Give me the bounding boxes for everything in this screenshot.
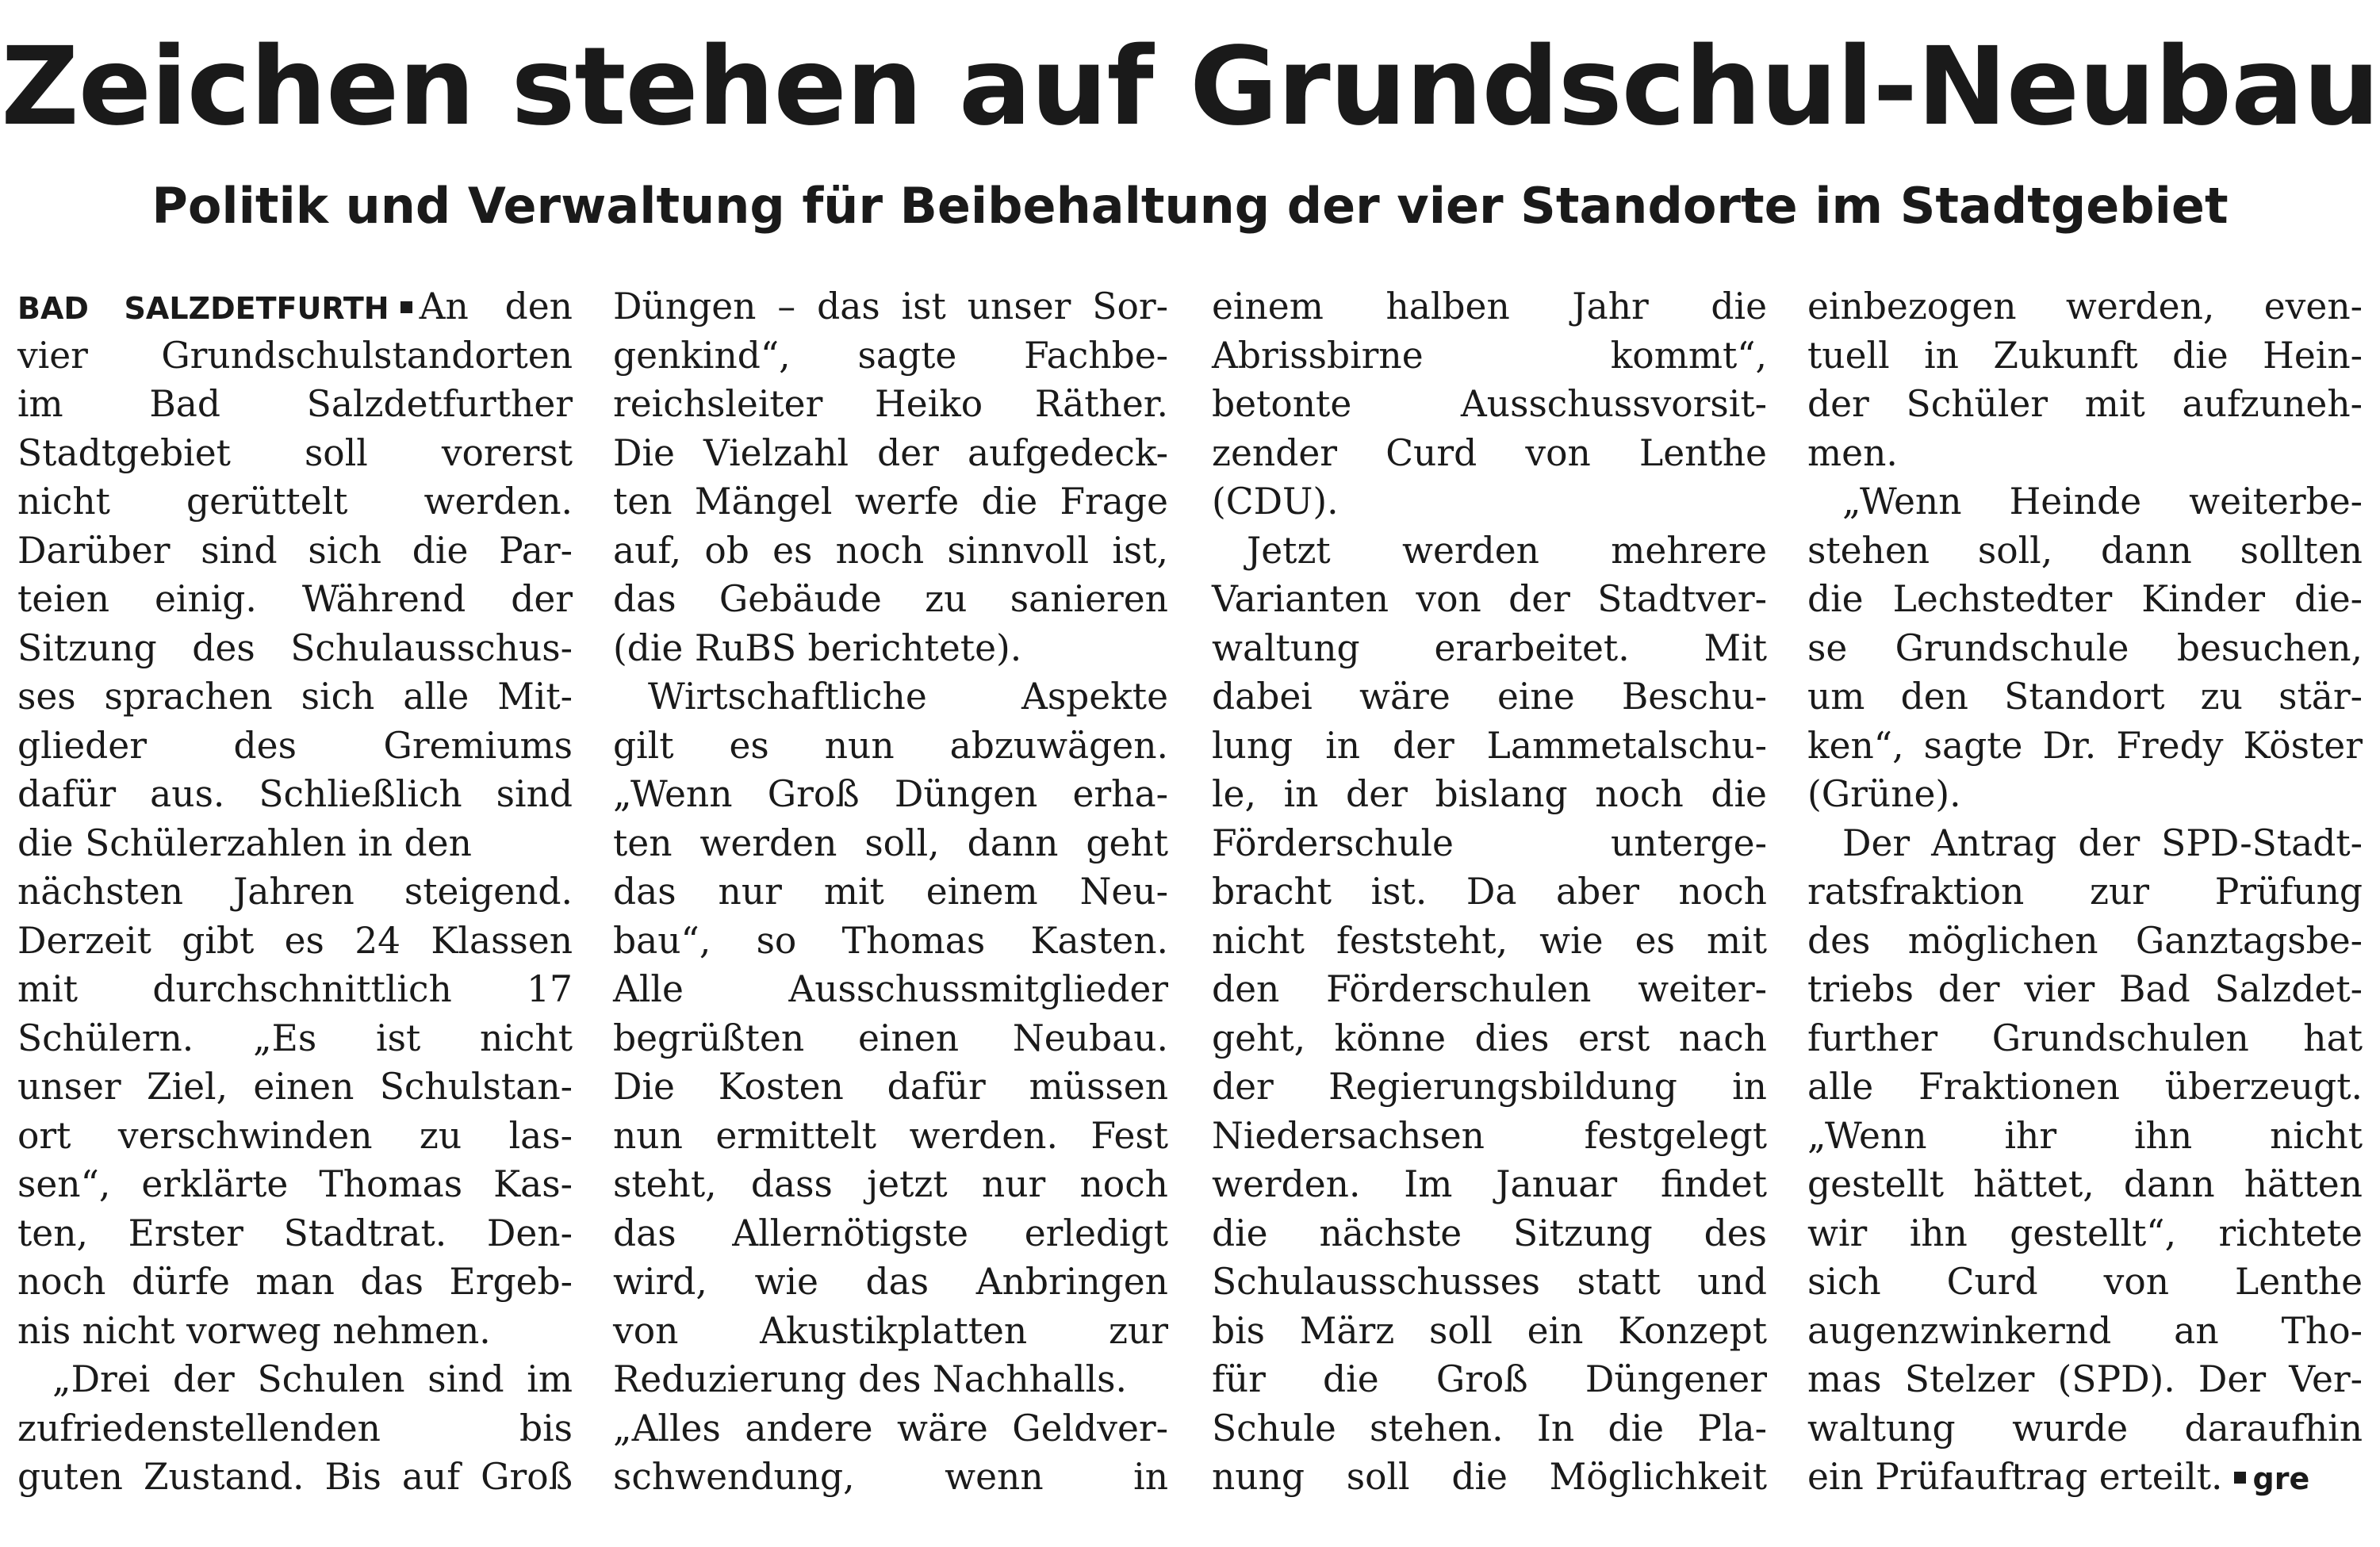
article-line: dafür aus. Schließlich sind [17,773,573,815]
article-line: schwendung, wenn in [613,1456,1168,1498]
article-line: reichsleiter Heiko Räther. [613,383,1168,425]
article-line: men. [1807,431,1898,474]
article-column-1 [17,282,573,1502]
article-line: waltung wurde daraufhin [1807,1407,2363,1449]
article-line: genkind“, sagte Fachbe- [613,334,1168,377]
article-line: das Allernötigste erledigt [613,1212,1168,1254]
article-line: augenzwinkernd an Tho- [1807,1309,2363,1352]
article-line: um den Standort zu stär- [1807,676,2363,718]
article-line: „Wenn Groß Düngen erha- [613,773,1168,815]
article-line: steht, dass jetzt nur noch [613,1163,1168,1205]
article-line: ken“, sagte Dr. Fredy Köster [1807,724,2363,767]
article-line: „Drei der Schulen sind im [52,1358,573,1400]
article-line: Stadtgebiet soll vorerst [17,431,573,474]
article-line: gilt es nun abzuwägen. [613,724,1168,767]
square-bullet-icon [400,301,412,313]
article-line: den Förderschulen weiter- [1212,968,1767,1010]
article-line [1807,1453,2363,1502]
article-line: Förderschule unterge- [1212,821,1767,864]
article-line: einem halben Jahr die [1212,285,1767,327]
article-line: Varianten von der Stadtver- [1212,578,1767,620]
article-line: die nächste Sitzung des [1212,1212,1767,1254]
article-line: lung in der Lammetalschu- [1212,724,1767,767]
article-line: begrüßten einen Neubau. [613,1017,1168,1059]
article-column-2 [613,282,1168,1502]
article-line: teien einig. Während der [17,578,573,620]
article-line: Jetzt werden mehrere [1247,529,1767,572]
article-line: „Wenn ihr ihn nicht [1807,1114,2363,1157]
article-line: betonte Ausschussvorsit- [1212,383,1767,425]
article-line [17,282,573,331]
subheadline: Politik und Verwaltung für Beibehaltung der vier Standorte im Stadtgebiet [151,177,2229,235]
article-line: noch dürfe man das Ergeb- [17,1261,573,1303]
article-column-4 [1807,282,2363,1502]
article-line: nicht feststeht, wie es mit [1212,919,1767,962]
article-line: mas Stelzer (SPD). Der Ver- [1807,1358,2363,1400]
article-line: waltung erarbeitet. Mit [1212,626,1767,669]
article-line: für die Groß Düngener [1212,1358,1767,1400]
article-line: se Grundschule besuchen, [1807,626,2363,669]
article-line: further Grundschulen hat [1807,1017,2363,1059]
article-line: tuell in Zukunft die Hein- [1807,334,2363,377]
author-tag: gre [2252,1461,2310,1496]
article-line: (die RuBS berichtete). [613,626,1022,669]
article-line: (CDU). [1212,481,1339,523]
article-line: das nur mit einem Neu- [613,871,1168,913]
article-line: des möglichen Ganztagsbe- [1807,919,2363,962]
article-line: Abrissbirne kommt“, [1212,334,1767,377]
article-line: wird, wie das Anbringen [613,1261,1168,1303]
article-line: sich Curd von Lenthe [1807,1261,2363,1303]
article-line: Die Kosten dafür müssen [613,1066,1168,1108]
headline: Zeichen stehen auf Grundschul-Neubau [1,25,2379,150]
article-line: Schule stehen. In die Pla- [1212,1407,1767,1449]
article-line: nächsten Jahren steigend. [17,871,573,913]
article-line: le, in der bislang noch die [1212,773,1767,815]
article-line: zufriedenstellenden bis [17,1407,573,1449]
article-line: unser Ziel, einen Schulstan- [17,1066,573,1108]
article-line: nun ermittelt werden. Fest [613,1114,1168,1157]
article-line: „Wenn Heinde weiterbe- [1842,481,2363,523]
square-bullet-icon [2234,1472,2246,1484]
article-line: der Regierungsbildung in [1212,1066,1767,1108]
article-text: ein Prüfauftrag erteilt. [1807,1456,2223,1498]
article-line: die Schülerzahlen in den [17,821,472,864]
article-line: ratsfraktion zur Prüfung [1807,871,2363,913]
article-line: bau“, so Thomas Kasten. [613,919,1168,962]
article-line: Reduzierung des Nachhalls. [613,1358,1127,1400]
article-line: Sitzung des Schulausschus- [17,626,573,669]
article-line: Schulausschusses statt und [1212,1261,1767,1303]
article-line: alle Fraktionen überzeugt. [1807,1066,2363,1108]
article-line: stehen soll, dann sollten [1807,529,2363,572]
article-line: „Alles andere wäre Geldver- [613,1407,1168,1449]
article-line: im Bad Salzdetfurther [17,383,573,425]
article-line: nis nicht vorweg nehmen. [17,1309,491,1352]
article-line: Der Antrag der SPD-Stadt- [1842,821,2363,864]
article-line: guten Zustand. Bis auf Groß [17,1456,573,1498]
article-line: die Lechstedter Kinder die- [1807,578,2363,620]
article-line: wir ihn gestellt“, richtete [1807,1212,2363,1254]
article-line: vier Grundschulstandorten [17,334,573,377]
article-line: Derzeit gibt es 24 Klassen [17,919,573,962]
article-line: ses sprachen sich alle Mit- [17,676,573,718]
article-line: (Grüne). [1807,773,1961,815]
article-line: ten Mängel werfe die Frage [613,481,1168,523]
article-line: Die Vielzahl der aufgedeck- [613,431,1168,474]
article-line: das Gebäude zu sanieren [613,578,1168,620]
article-line: werden. Im Januar findet [1212,1163,1767,1205]
article-line: von Akustikplatten zur [613,1309,1168,1352]
article-line: der Schüler mit aufzuneh- [1807,383,2363,425]
article-column-3 [1212,282,1767,1502]
article-line: geht, könne dies erst nach [1212,1017,1767,1059]
article-line: ort verschwinden zu las- [17,1114,573,1157]
article-line: bis März soll ein Konzept [1212,1309,1767,1352]
article-line: Darüber sind sich die Par- [17,529,573,572]
article-line: einbezogen werden, even- [1807,285,2363,327]
article-line: Schülern. „Es ist nicht [17,1017,573,1059]
article-line: Niedersachsen festgelegt [1212,1114,1767,1157]
article-line: mit durchschnittlich 17 [17,968,573,1010]
article-line: triebs der vier Bad Salzdet- [1807,968,2363,1010]
article-line: Wirtschaftliche Aspekte [648,676,1168,718]
article-line: sen“, erklärte Thomas Kas- [17,1163,573,1205]
article-line: bracht ist. Da aber noch [1212,871,1767,913]
article-text: An den [419,285,573,327]
article-line: glieder des Gremiums [17,724,573,767]
article-line: gestellt hättet, dann hätten [1807,1163,2363,1205]
article-line: Düngen – das ist unser Sor- [613,285,1168,327]
article-line: dabei wäre eine Beschu- [1212,676,1767,718]
article-line: auf, ob es noch sinnvoll ist, [613,529,1168,572]
article-line: nung soll die Möglichkeit [1212,1456,1767,1498]
article-line: zender Curd von Lenthe [1212,431,1767,474]
article-line: ten werden soll, dann geht [613,821,1168,864]
article-line: Alle Ausschussmitglieder [613,968,1168,1010]
article-line: nicht gerüttelt werden. [17,481,573,523]
dateline: BAD SALZDETFURTH [17,291,389,326]
article-line: ten, Erster Stadtrat. Den- [17,1212,573,1254]
